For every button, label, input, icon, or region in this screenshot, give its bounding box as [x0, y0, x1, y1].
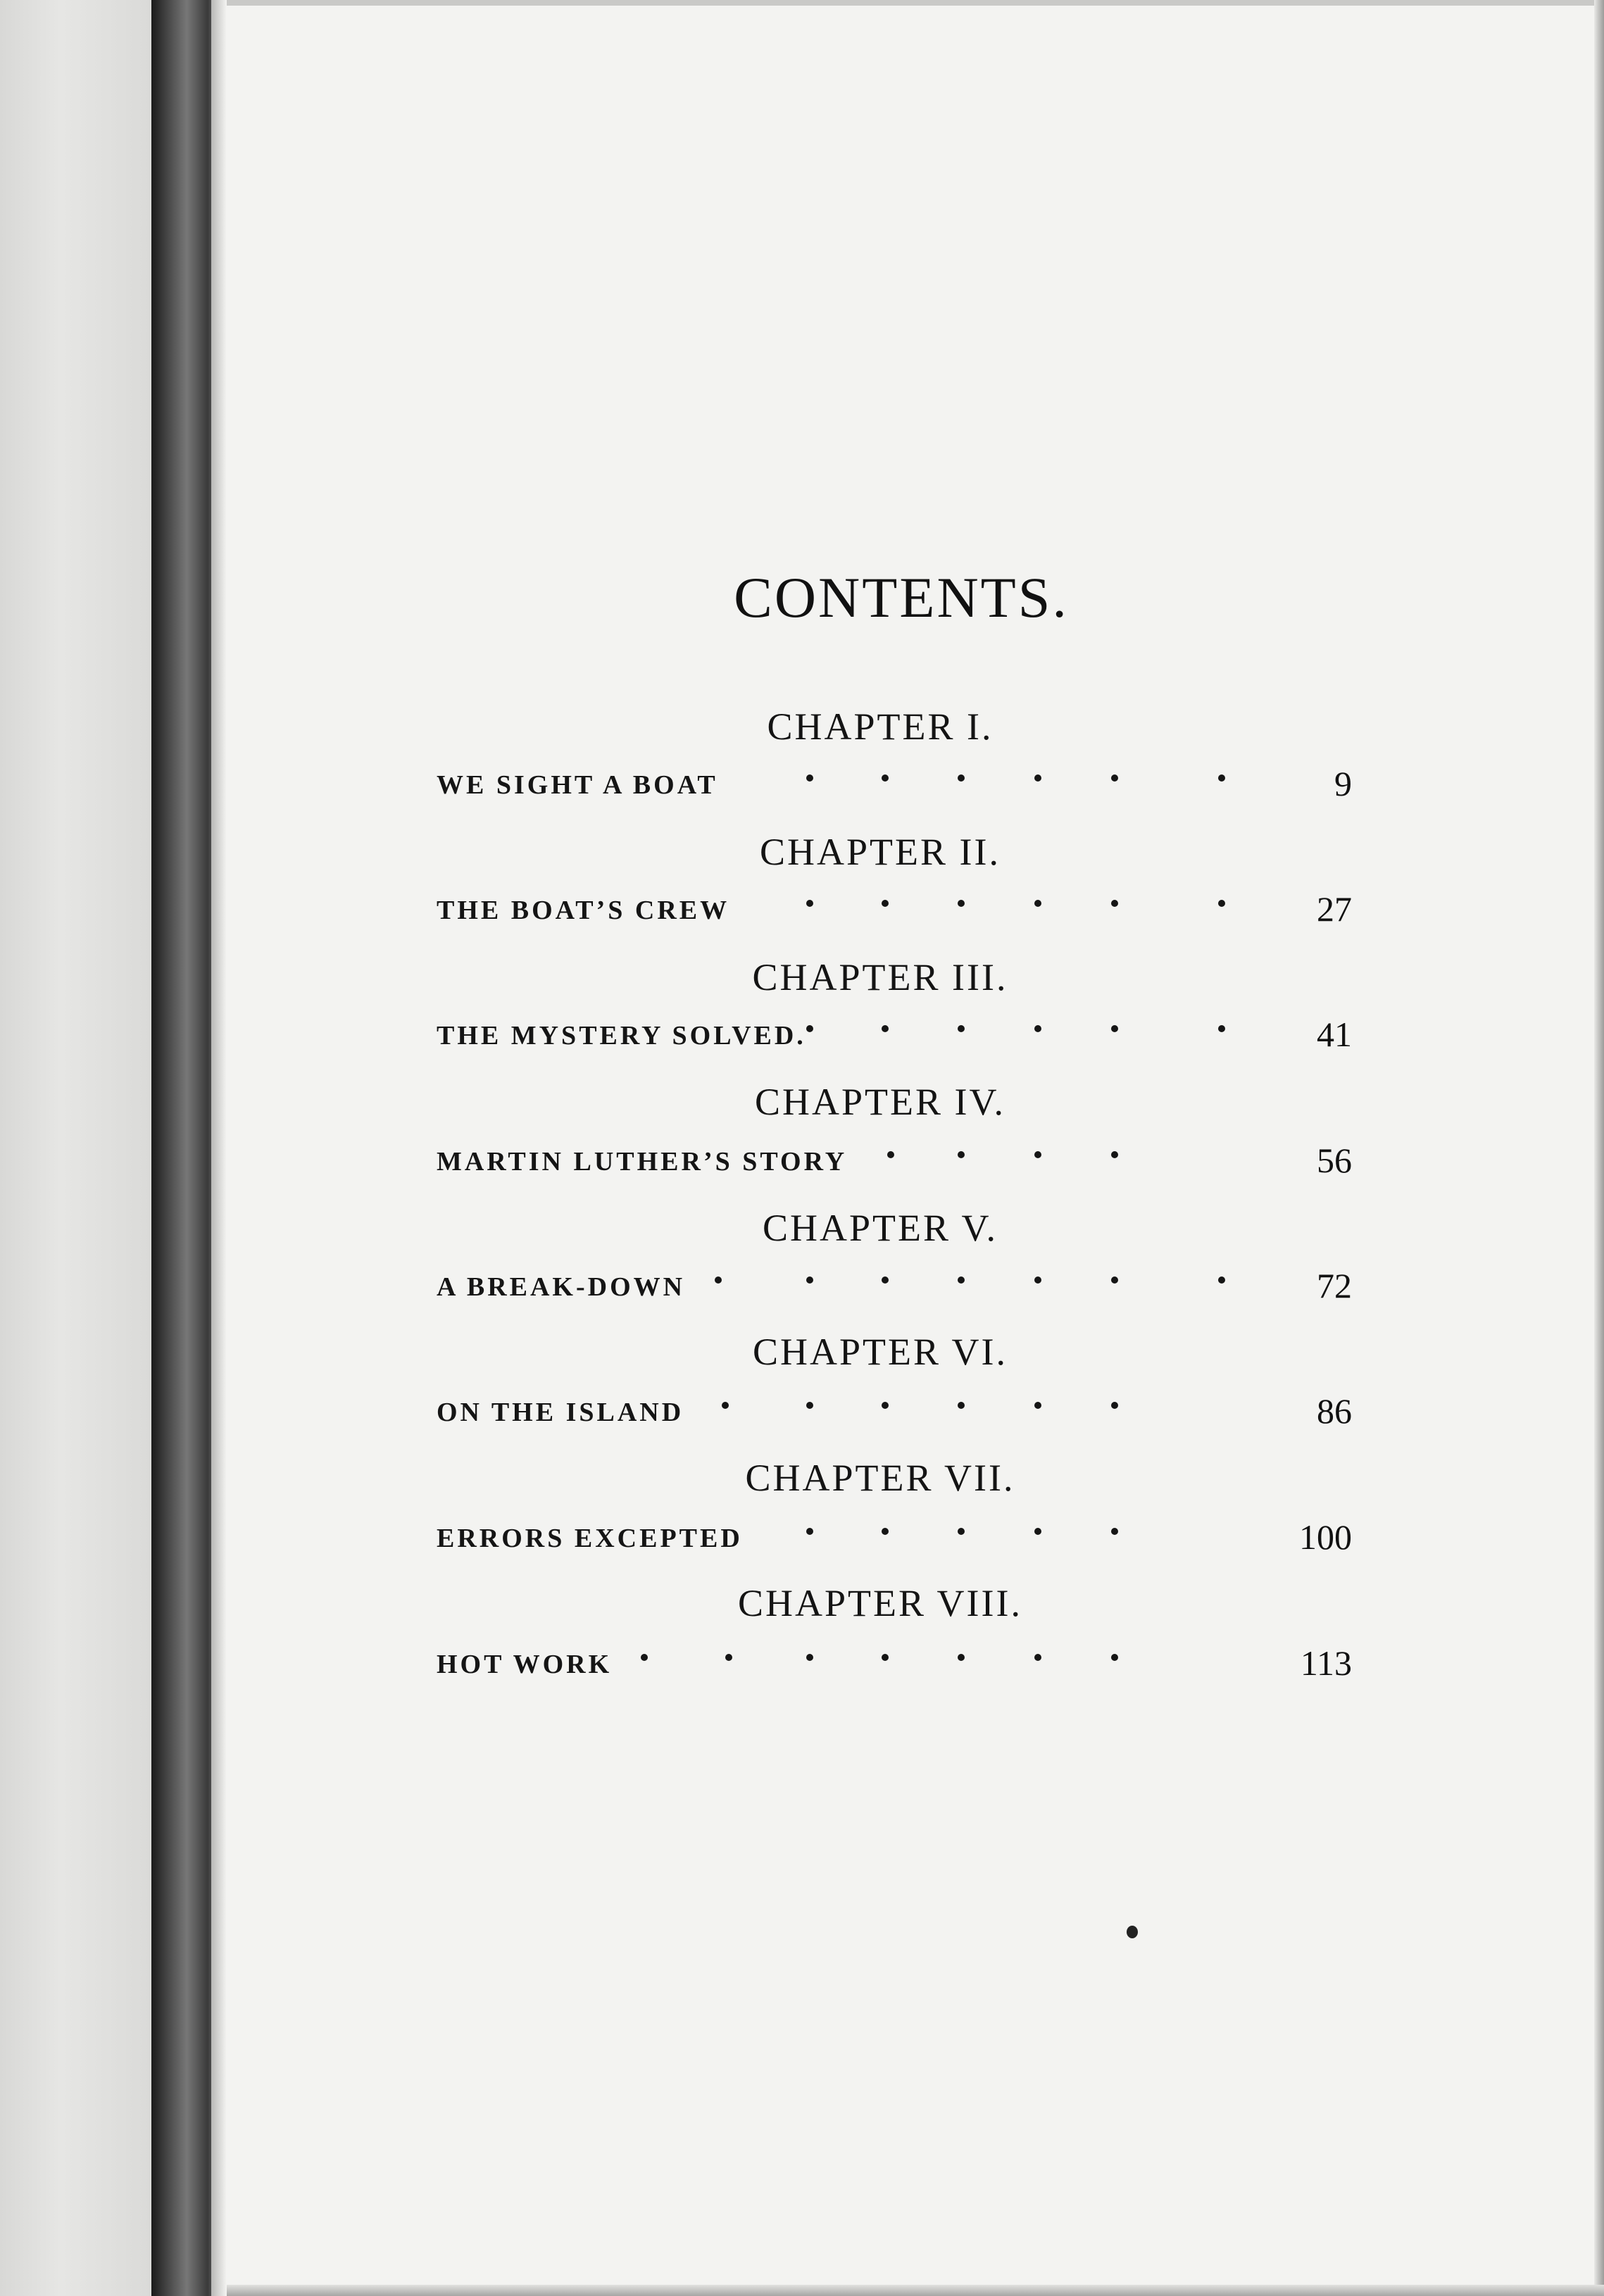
- toc-entry: [437, 1143, 1352, 1185]
- toc-entry: [437, 891, 1352, 934]
- leader-dot: [806, 1276, 813, 1284]
- leader-dot: [641, 1654, 648, 1661]
- chapter-heading: CHAPTER II.: [760, 831, 1001, 873]
- leader-dot: [806, 1402, 813, 1409]
- leader-dot: [882, 1025, 889, 1032]
- leader-dot: [806, 900, 813, 907]
- leader-dot: [725, 1654, 732, 1661]
- leader-dot: [1111, 1654, 1118, 1661]
- leader-dot: [882, 1402, 889, 1409]
- leader-dot: [1034, 774, 1041, 782]
- toc-entry: [437, 1268, 1352, 1310]
- leader-dot: [882, 1654, 889, 1661]
- leader-dot: [882, 1276, 889, 1284]
- leader-dot: [1218, 774, 1225, 782]
- contents-heading: CONTENTS.: [734, 565, 1069, 629]
- leader-dot: [806, 1654, 813, 1661]
- leader-dot: [1111, 1276, 1118, 1284]
- leader-dot: [1034, 1276, 1041, 1284]
- page-number: 56: [1317, 1141, 1352, 1180]
- leader-dot: [882, 900, 889, 907]
- toc-entry: [437, 1017, 1352, 1059]
- leader-dot: [958, 1151, 965, 1158]
- chapter-heading: CHAPTER III.: [752, 956, 1008, 998]
- leader-dot: [1218, 1276, 1225, 1284]
- toc-entry: [437, 1519, 1352, 1562]
- chapter-heading: CHAPTER VIII.: [737, 1582, 1022, 1624]
- leader-dot: [1034, 1402, 1041, 1409]
- leader-dot: [958, 1402, 965, 1409]
- leader-dot: [806, 1528, 813, 1535]
- entry-title: WE SIGHT A BOAT: [437, 770, 718, 800]
- page-number: 9: [1334, 764, 1352, 803]
- page-number: 41: [1317, 1015, 1352, 1054]
- entry-title: ERRORS EXCEPTED: [437, 1524, 743, 1553]
- page-number: 86: [1317, 1391, 1352, 1431]
- toc-entry: [437, 1645, 1352, 1688]
- entry-title: MARTIN LUTHER’S STORY: [437, 1147, 848, 1177]
- leader-dot: [1034, 1151, 1041, 1158]
- leader-dot: [958, 1025, 965, 1032]
- leader-dot: [1034, 900, 1041, 907]
- leader-dot: [1111, 1151, 1118, 1158]
- leader-dot: [1111, 1528, 1118, 1535]
- entry-title: ON THE ISLAND: [437, 1398, 684, 1427]
- leader-dot: [1111, 774, 1118, 782]
- entry-title: HOT WORK: [437, 1650, 613, 1679]
- page-number: 27: [1317, 889, 1352, 929]
- leader-dot: [1218, 900, 1225, 907]
- leader-dot: [1034, 1528, 1041, 1535]
- leader-dot: [806, 1025, 813, 1032]
- leader-dot: [958, 900, 965, 907]
- ink-speck: [1127, 1926, 1138, 1938]
- leader-dot: [715, 1276, 722, 1284]
- leader-dot: [1034, 1654, 1041, 1661]
- leader-dot: [1111, 1025, 1118, 1032]
- leader-dot: [1111, 900, 1118, 907]
- chapter-heading: CHAPTER V.: [762, 1207, 998, 1249]
- entry-title: THE MYSTERY SOLVED.: [437, 1021, 806, 1050]
- leader-dot: [958, 774, 965, 782]
- leader-dot: [722, 1402, 729, 1409]
- chapter-heading: CHAPTER VI.: [752, 1331, 1008, 1373]
- leader-dot: [882, 1528, 889, 1535]
- chapter-heading: CHAPTER VII.: [745, 1457, 1015, 1499]
- page-number: 72: [1317, 1266, 1352, 1305]
- page-number: 100: [1299, 1517, 1352, 1557]
- chapter-heading: CHAPTER IV.: [754, 1081, 1006, 1123]
- leader-dot: [882, 774, 889, 782]
- leader-dot: [1111, 1402, 1118, 1409]
- leader-dot: [887, 1151, 894, 1158]
- chapter-heading: CHAPTER I.: [767, 705, 994, 748]
- leader-dot: [806, 774, 813, 782]
- leader-dot: [958, 1276, 965, 1284]
- leader-dot: [958, 1654, 965, 1661]
- leader-dot: [958, 1528, 965, 1535]
- page-number: 113: [1300, 1643, 1352, 1683]
- leader-dot: [1034, 1025, 1041, 1032]
- leader-dot: [1218, 1025, 1225, 1032]
- toc-entry: [437, 1393, 1352, 1436]
- toc-entry: [437, 766, 1352, 808]
- entry-title: A BREAK-DOWN: [437, 1272, 686, 1302]
- entry-title: THE BOAT’S CREW: [437, 896, 730, 925]
